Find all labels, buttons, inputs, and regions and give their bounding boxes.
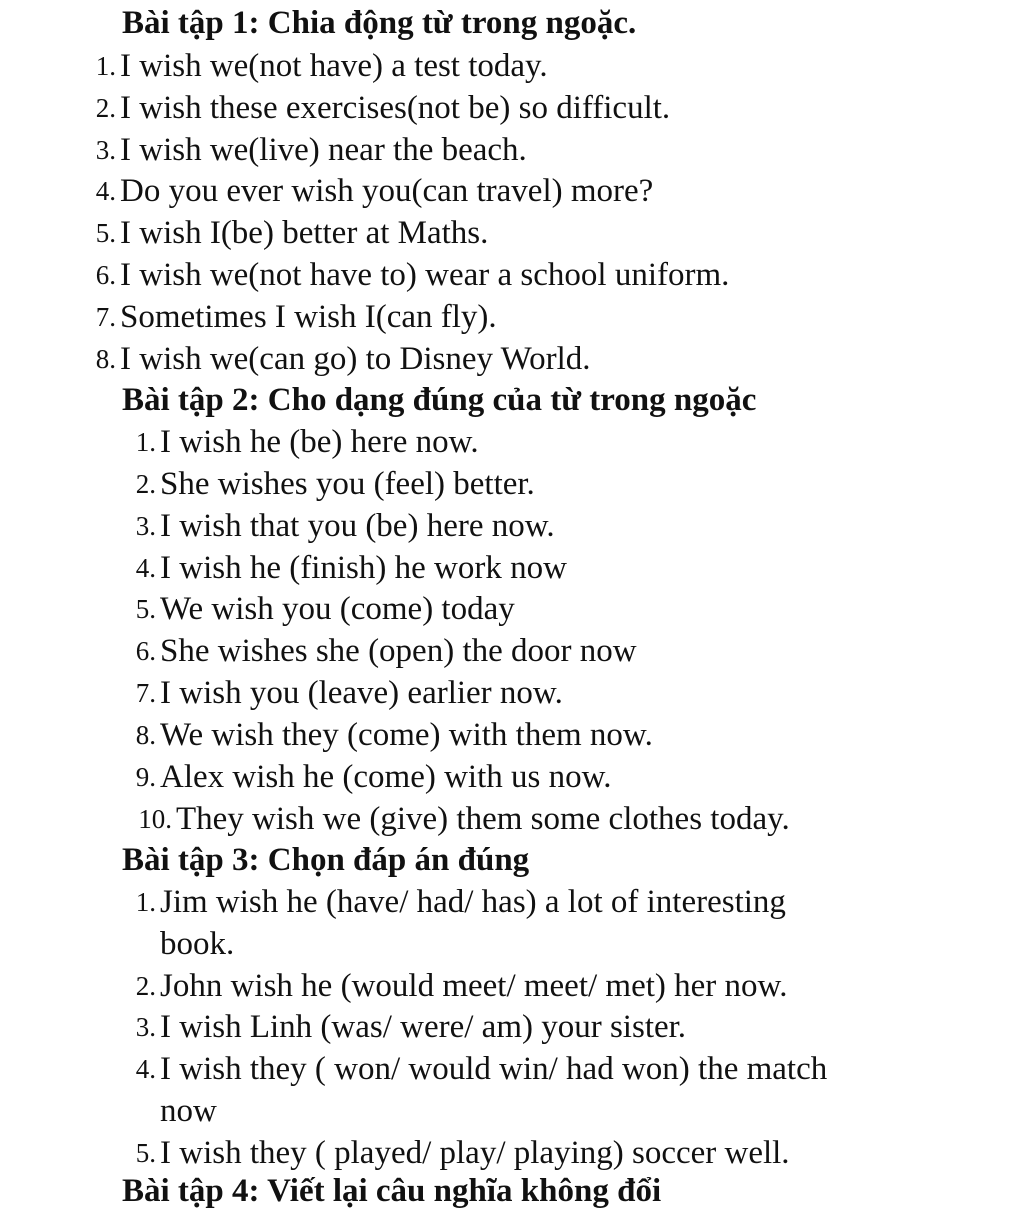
exercise-1-item-number: 8. xyxy=(95,344,116,374)
exercise-3-item-text: John wish he (would meet/ meet/ met) her now. xyxy=(160,968,788,1004)
exercise-2-item-number: 4. xyxy=(135,553,156,583)
exercise-1-item-text: I wish these exercises(not be) so difficult. xyxy=(120,90,671,126)
exercise-1-title: Bài tập 1: Chia động từ trong ngoặc. xyxy=(122,5,637,41)
exercise-1-item-text: I wish we(live) near the beach. xyxy=(120,132,527,168)
exercise-2-item-number: 10. xyxy=(138,804,172,834)
exercise-2-item-number: 5. xyxy=(135,594,156,624)
exercise-2-title: Bài tập 2: Cho dạng đúng của từ trong ngoặc xyxy=(122,382,757,418)
exercise-2-item-number: 3. xyxy=(135,511,156,541)
exercise-3-item-text: I wish they ( played/ play/ playing) soccer well. xyxy=(160,1135,790,1171)
exercise-3-item-continuation: book. xyxy=(160,926,235,962)
exercise-2-item-number: 6. xyxy=(135,636,156,666)
exercise-2-item-text: I wish that you (be) here now. xyxy=(160,508,555,544)
exercise-4-title: Bài tập 4: Viết lại câu nghĩa không đổi xyxy=(122,1173,662,1209)
exercise-2-item-text: They wish we (give) them some clothes today. xyxy=(176,801,790,837)
exercise-2-item-number: 1. xyxy=(135,427,156,457)
exercise-2-item-number: 7. xyxy=(135,678,156,708)
exercise-3-item-number: 3. xyxy=(135,1012,156,1042)
exercise-1-item-text: I wish we(not have) a test today. xyxy=(120,48,548,84)
exercise-1-item-text: I wish we(not have to) wear a school uniform. xyxy=(120,257,730,293)
exercise-1-item-number: 1. xyxy=(95,51,116,81)
exercise-3-item-number: 4. xyxy=(135,1054,156,1084)
exercise-2-item-text: She wishes you (feel) better. xyxy=(160,466,535,502)
exercise-2-item-text: We wish they (come) with them now. xyxy=(160,717,653,753)
exercise-1-item-number: 3. xyxy=(95,135,116,165)
exercise-3-item-number: 1. xyxy=(135,887,156,917)
exercise-1-item-number: 4. xyxy=(95,176,116,206)
exercise-2-item-text: I wish he (finish) he work now xyxy=(160,550,567,586)
exercise-3-item-number: 5. xyxy=(135,1138,156,1168)
exercise-1-item-number: 7. xyxy=(95,302,116,332)
exercise-2-item-text: She wishes she (open) the door now xyxy=(160,633,637,669)
exercise-3-item-text: Jim wish he (have/ had/ has) a lot of interesting xyxy=(160,884,786,920)
exercise-2-item-text: I wish you (leave) earlier now. xyxy=(160,675,563,711)
exercise-3-item-number: 2. xyxy=(135,971,156,1001)
exercise-1-item-number: 5. xyxy=(95,218,116,248)
exercise-1-item-number: 2. xyxy=(95,93,116,123)
exercise-2-item-number: 2. xyxy=(135,469,156,499)
exercise-1-item-text: I wish I(be) better at Maths. xyxy=(120,215,489,251)
exercise-1-item-number: 6. xyxy=(95,260,116,290)
exercise-1-item-text: Sometimes I wish I(can fly). xyxy=(120,299,497,335)
exercise-2-item-text: Alex wish he (come) with us now. xyxy=(160,759,612,795)
exercise-3-item-continuation: now xyxy=(160,1093,217,1129)
exercise-2-item-text: We wish you (come) today xyxy=(160,591,515,627)
exercise-1-item-text: I wish we(can go) to Disney World. xyxy=(120,341,591,377)
exercise-3-title: Bài tập 3: Chọn đáp án đúng xyxy=(122,842,530,878)
exercise-3-item-text: I wish they ( won/ would win/ had won) the match xyxy=(160,1051,828,1087)
exercise-3-item-text: I wish Linh (was/ were/ am) your sister. xyxy=(160,1009,687,1045)
exercise-2-item-number: 9. xyxy=(135,762,156,792)
exercise-2-item-text: I wish he (be) here now. xyxy=(160,424,479,460)
exercise-2-item-number: 8. xyxy=(135,720,156,750)
exercise-1-item-text: Do you ever wish you(can travel) more? xyxy=(120,173,654,209)
